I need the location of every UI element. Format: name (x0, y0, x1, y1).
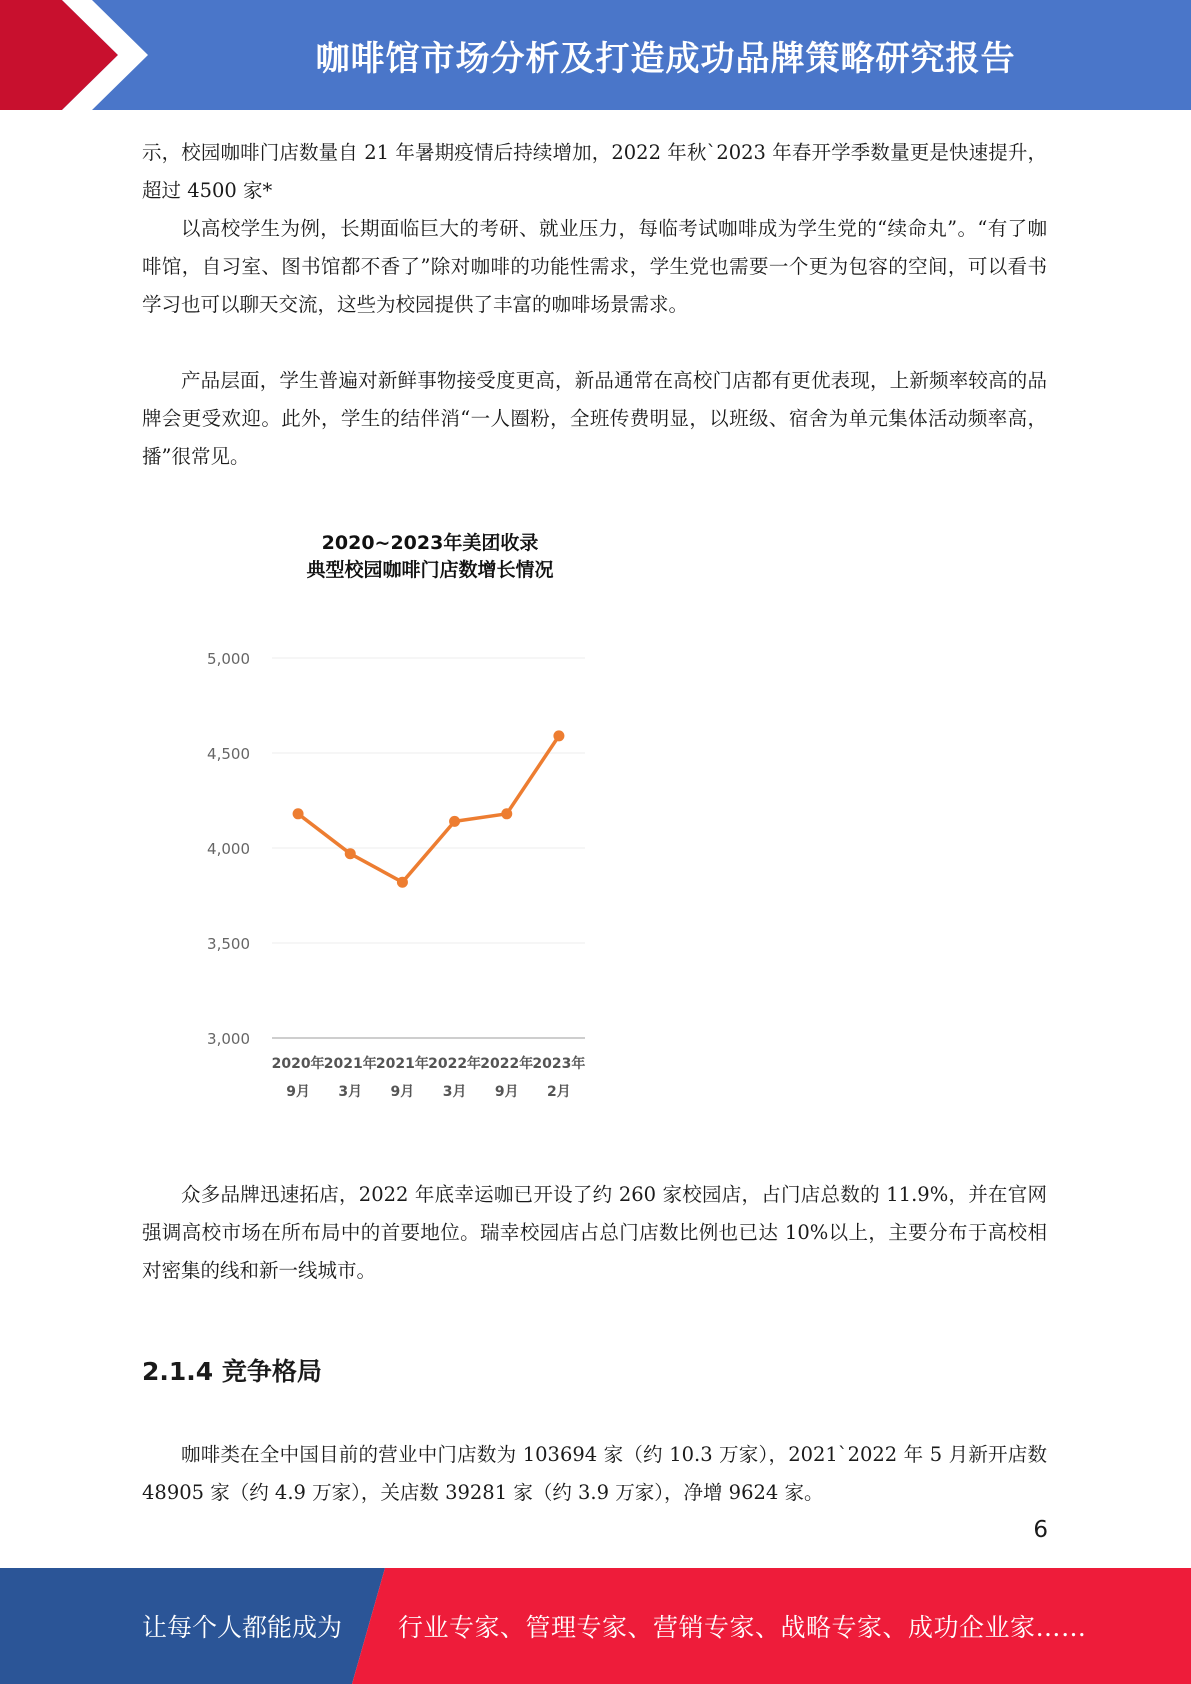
y-tick-label: 3,000 (207, 1030, 250, 1048)
paragraph-store-counts: 咖啡类在全中国目前的营业中门店数为 103694 家（约 10.3 万家），2021`2022 年 5 月新开店数 48905 家（约 4.9 万家），关店数 39281 家（约 3.9 万家），净增 9624 家。 (142, 1443, 1047, 1504)
x-tick-label: 2021年 (323, 1056, 377, 1072)
line-chart-svg (180, 520, 620, 1120)
y-tick-label: 3,500 (207, 935, 250, 953)
data-point (293, 808, 304, 819)
data-point (397, 877, 408, 888)
page-footer (0, 1568, 1191, 1684)
campus-coffee-store-chart (180, 520, 620, 1120)
x-tick-label: 9月 (286, 1084, 310, 1100)
paragraph-product-level: 产品层面，学生普遍对新鲜事物接受度更高，新品通常在高校门店都有更优表现，上新频率较高的品牌会更受欢迎。此外，学生的结伴消“一人圈粉，全班传费明显，以班级、宿舍为单元集体活动频率高，播”很常见。 (142, 369, 1047, 468)
x-tick-label: 2022年 (428, 1056, 482, 1072)
footer-slogan-right: 行业专家、管理专家、营销专家、战略专家、成功企业家…… (398, 1613, 1087, 1642)
x-tick-label: 2020年 (271, 1056, 325, 1072)
paragraph-student-demand: 以高校学生为例，长期面临巨大的考研、就业压力，每临考试咖啡成为学生党的“续命丸”。“有了咖啡馆，自习室、图书馆都不香了”除对咖啡的功能性需求，学生党也需要一个更为包容的空间，可以看书学习也可以聊天交流，这些为校园提供了丰富的咖啡场景需求。 (142, 217, 1047, 316)
page-header (0, 0, 1191, 110)
x-tick-label: 2021年 (375, 1056, 429, 1072)
x-tick-label: 3月 (338, 1084, 363, 1100)
report-title: 咖啡馆市场分析及打造成功品牌策略研究报告 (315, 38, 1016, 79)
x-tick-label: 2023年 (532, 1056, 586, 1072)
paragraph-campus-store-growth: 示，校园咖啡门店数量自 21 年暑期疫情后持续增加，2022 年秋`2023 年春开学季数量更是快速提升，超过 4500 家* (142, 141, 1047, 202)
footer-slogan-left: 让每个人都能成为 (142, 1613, 343, 1642)
header-chevron-decoration (0, 0, 160, 110)
data-point (345, 848, 356, 859)
data-point (449, 816, 460, 827)
chart-title-line-2: 典型校园咖啡门店数增长情况 (306, 559, 554, 581)
x-tick-label: 9月 (494, 1084, 519, 1100)
y-tick-label: 4,500 (207, 745, 250, 763)
x-tick-label: 9月 (390, 1084, 415, 1100)
section-heading: 2.1.4 竞争格局 (142, 1357, 322, 1386)
x-tick-label: 2022年 (480, 1056, 534, 1072)
chart-title-line-1: 2020~2023年美团收录 (321, 532, 539, 554)
data-point (553, 730, 564, 741)
series-line (298, 736, 559, 882)
data-point (501, 808, 512, 819)
y-tick-label: 5,000 (207, 650, 250, 668)
page-number: 6 (1033, 1517, 1048, 1543)
paragraph-brand-expansion: 众多品牌迅速拓店，2022 年底幸运咖已开设了约 260 家校园店，占门店总数的 11.9%，并在官网强调高校市场在所布局中的首要地位。瑞幸校园店占总门店数比例也已达 10%以上，主要分布于高校相对密集的线和新一线城市。 (142, 1183, 1047, 1282)
x-tick-label: 2月 (547, 1084, 571, 1100)
y-tick-label: 4,000 (207, 840, 250, 858)
x-tick-label: 3月 (442, 1084, 467, 1100)
